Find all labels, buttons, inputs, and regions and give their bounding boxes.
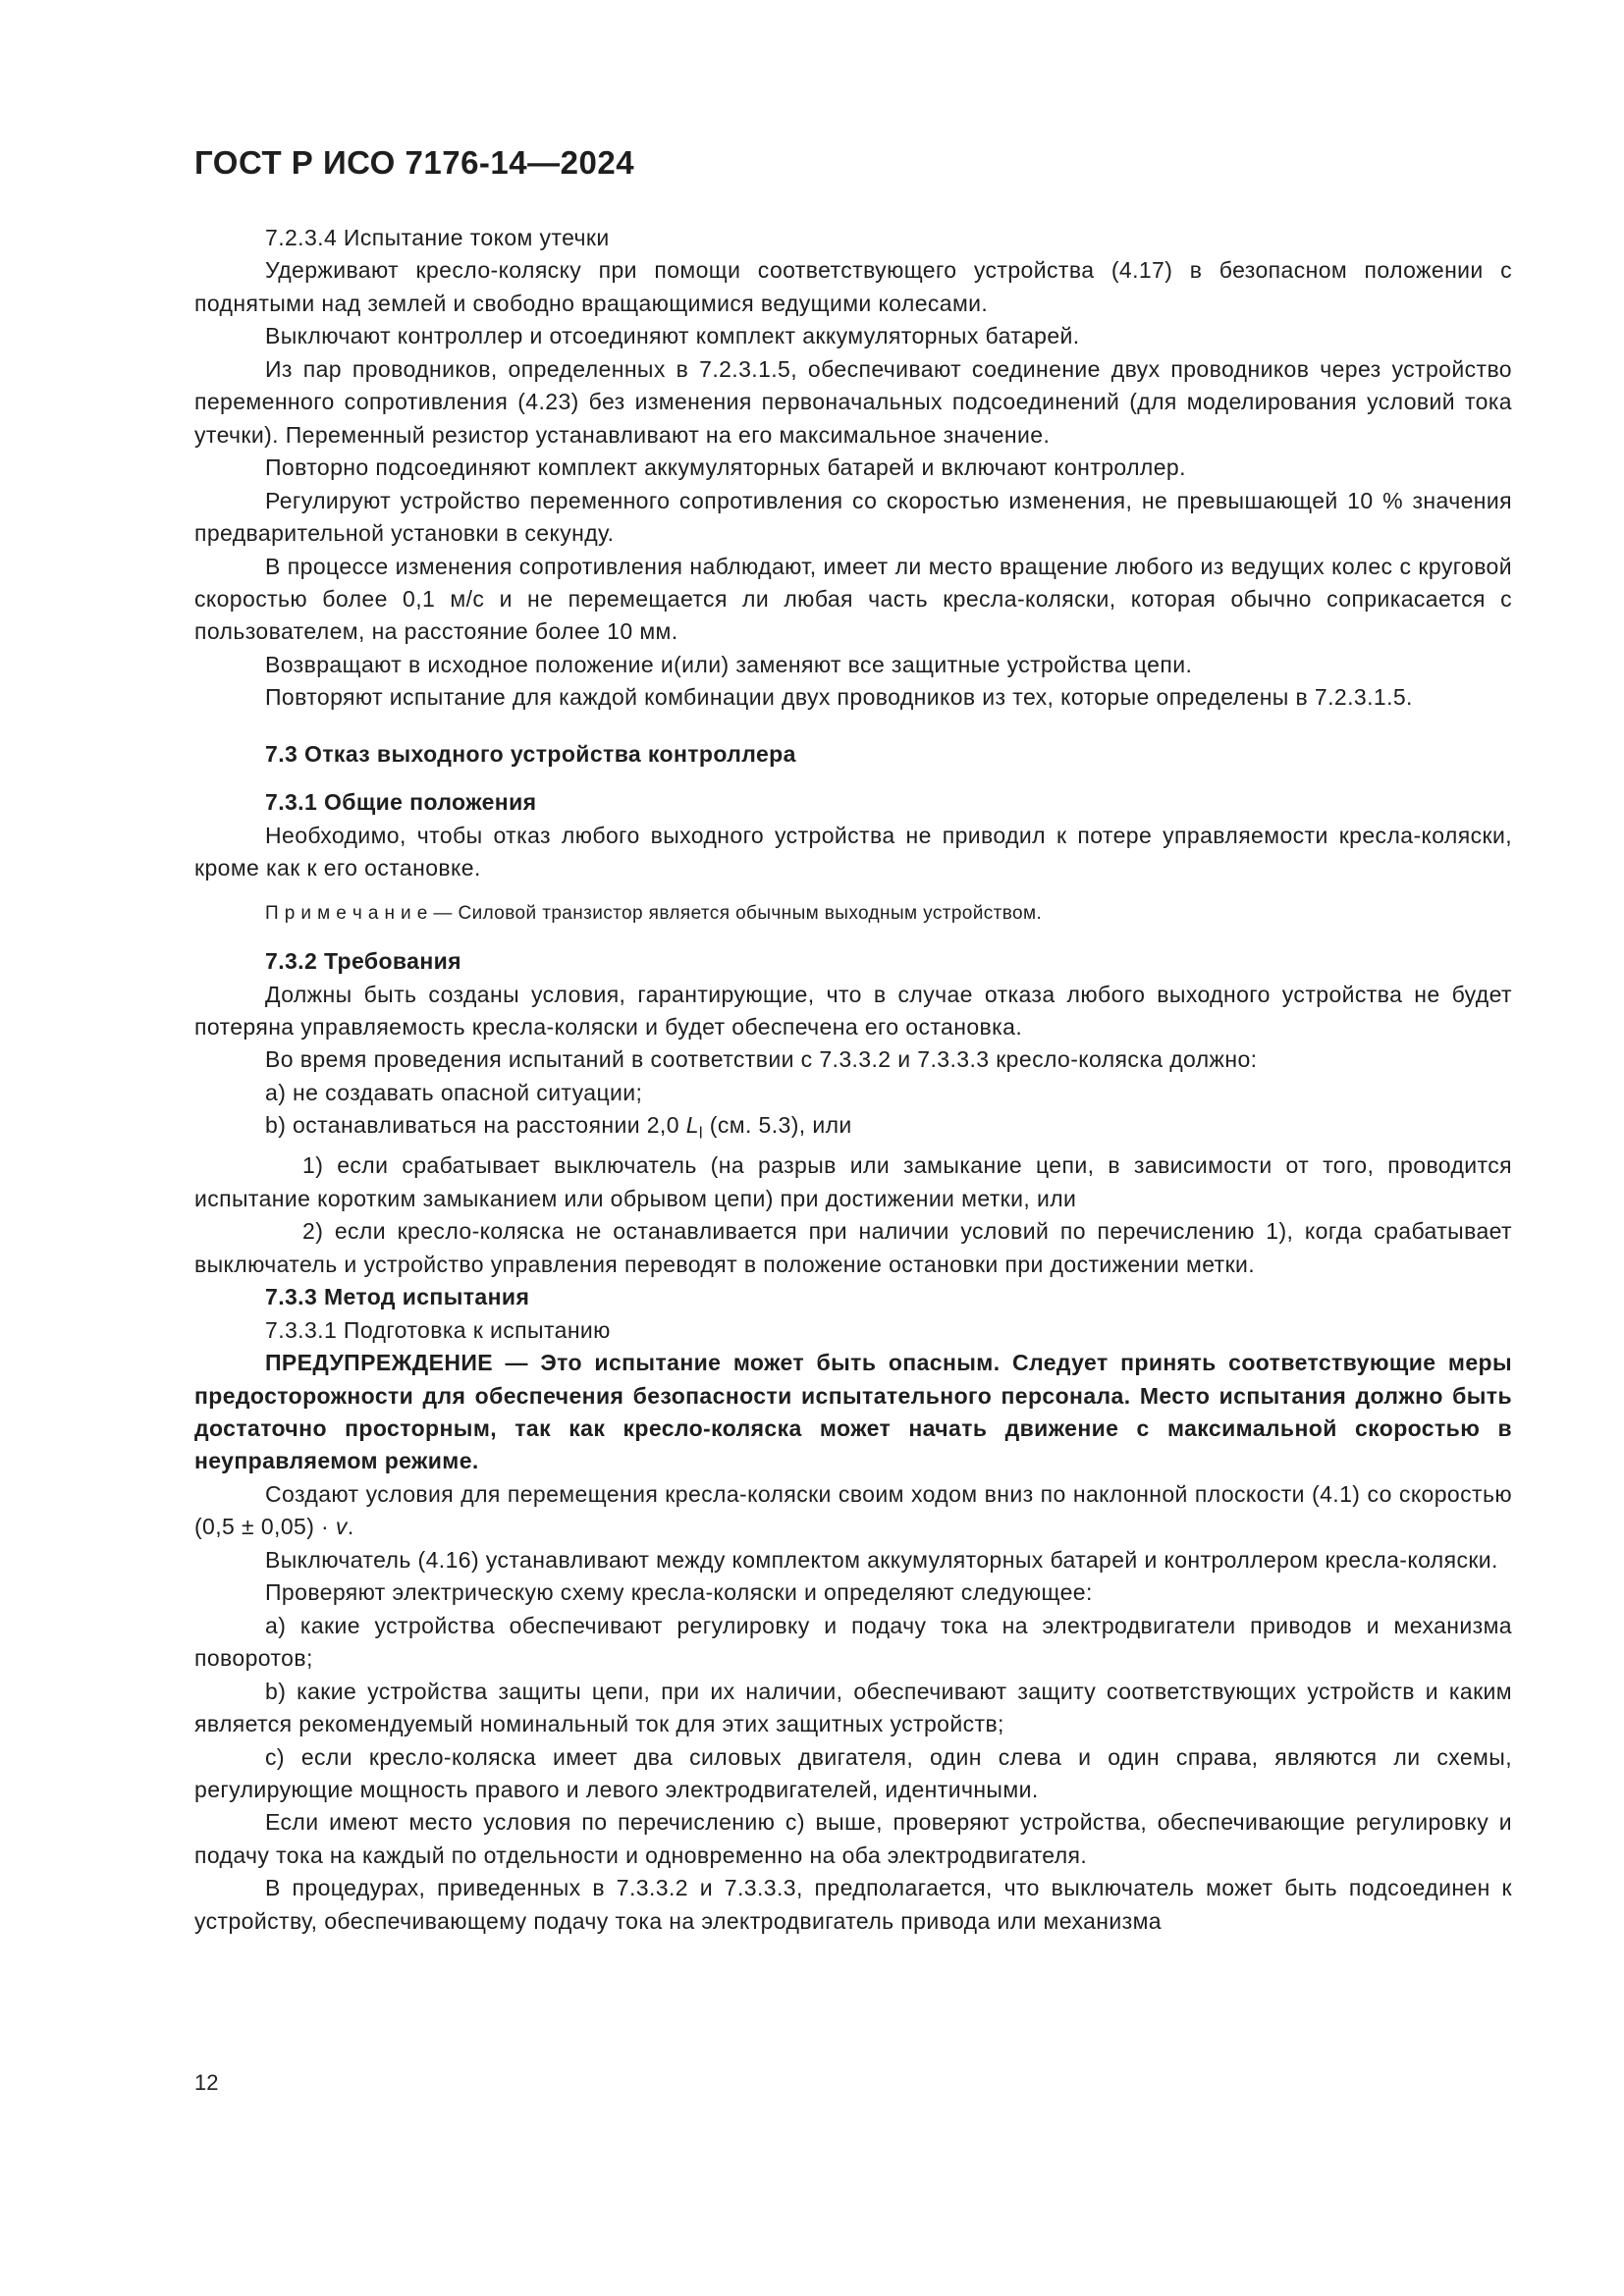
- paragraph: Во время проведения испытаний в соответствии с 7.3.3.2 и 7.3.3.3 кресло-коляска должно:: [265, 1046, 1258, 1073]
- paragraph: Выключают контроллер и отсоединяют комплект аккумуляторных батарей.: [265, 323, 1080, 349]
- paragraph: Проверяют электрическую схему кресла-коляски и определяют следующее:: [265, 1579, 1093, 1606]
- paragraph: Из пар проводников, определенных в 7.2.3.1.5, обеспечивают соединение двух проводников через устройство переменного сопротивления (4.23) без изменения первоначальных подсоединений (для моделирования условий тока утечки). Переменный резистор устанавливают на его максимальное значение.: [194, 355, 1512, 448]
- list-item-a: a) не создавать опасной ситуации;: [265, 1079, 643, 1105]
- clause-heading-7-2-3-4: 7.2.3.4 Испытание током утечки: [265, 225, 610, 250]
- list-item-c: c) если кресло-коляска имеет два силовых двигателя, один слева и один справа, являются ли схемы, регулирующие мощность правого и левого электродвигателей, идентичными.: [194, 1743, 1512, 1802]
- paragraph: Возвращают в исходное положение и(или) заменяют все защитные устройства цепи.: [265, 651, 1193, 677]
- document-body: [194, 222, 1512, 1938]
- sub-list-item-2: 2) если кресло-коляска не останавливается при наличии условий по перечислению 1), когда срабатывает выключатель и устройство управления переводят в положение остановки при достижении метки.: [194, 1218, 1512, 1277]
- paragraph: Если имеют место условия по перечислению c) выше, проверяют устройства, обеспечивающие регулировку и подачу тока на каждый по отдельности и одновременно на оба электродвигателя.: [194, 1809, 1512, 1868]
- list-item-a: a) какие устройства обеспечивают регулировку и подачу тока на электродвигатели приводов и механизма поворотов;: [194, 1612, 1512, 1672]
- page-number: 12: [194, 2070, 219, 2095]
- paragraph: Должны быть созданы условия, гарантирующие, что в случае отказа любого выходного устройства не будет потеряна управляемость кресла-коляски и будет обеспечена его остановка.: [194, 981, 1512, 1040]
- warning-paragraph: ПРЕДУПРЕЖДЕНИЕ — Это испытание может быть опасным. Следует принять соответствующие меры предосторожности для обеспечения безопасности испытательного персонала. Место испытания должно быть достаточно просторным, так как кресло-коляска может начать движение с максимальной скоростью в неуправляемом режиме.: [194, 1350, 1512, 1474]
- paragraph: Повторно подсоединяют комплект аккумуляторных батарей и включают контроллер.: [265, 454, 1186, 481]
- paragraph: Выключатель (4.16) устанавливают между комплектом аккумуляторных батарей и контроллером кресла-коляски.: [265, 1546, 1498, 1573]
- subsection-heading-7-3-1: 7.3.1 Общие положения: [265, 789, 537, 816]
- paragraph: Повторяют испытание для каждой комбинации двух проводников из тех, которые определены в 7.2.3.1.5.: [265, 684, 1413, 711]
- note: П р и м е ч а н и е — Силовой транзистор является обычным выходным устройством.: [265, 902, 1043, 924]
- list-item-b: b) какие устройства защиты цепи, при их наличии, обеспечивают защиту соответствующих устройств и каким является рекомендуемый номинальный ток для этих защитных устройств;: [194, 1678, 1512, 1737]
- paragraph: В процедурах, приведенных в 7.3.3.2 и 7.3.3.3, предполагается, что выключатель может быть подсоединен к устройству, обеспечивающему подачу тока на электродвигатель привода или механизма: [194, 1875, 1512, 1934]
- section-heading-7-3: 7.3 Отказ выходного устройства контроллера: [265, 740, 796, 767]
- list-item-b: b) останавливаться на расстоянии 2,0 $L_l$ (см. 5.3), или: [265, 1112, 852, 1143]
- paragraph: Удерживают кресло-коляску при помощи соответствующего устройства (4.17) в безопасном положении с поднятыми над землей и свободно вращающимися ведущими колесами.: [194, 257, 1512, 316]
- subsection-heading-7-3-3: 7.3.3 Метод испытания: [265, 1284, 530, 1310]
- sub-list-item-1: 1) если срабатывает выключатель (на разрыв или замыкание цепи, в зависимости от того, проводится испытание коротким замыканием или обрывом цепи) при достижении метки, или: [194, 1152, 1512, 1211]
- clause-heading-7-3-3-1: 7.3.3.1 Подготовка к испытанию: [265, 1316, 611, 1343]
- paragraph: Необходимо, чтобы отказ любого выходного устройства не приводил к потере управляемости кресла-коляски, кроме как к его остановке.: [194, 822, 1512, 881]
- paragraph: Создают условия для перемещения кресла-коляски своим ходом вниз по наклонной плоскости (4.1) со скоростью (0,5 ± 0,05) · v.: [194, 1480, 1512, 1540]
- paragraph: В процессе изменения сопротивления наблюдают, имеет ли место вращение любого из ведущих колес с круговой скоростью более 0,1 м/с и не перемещается ли любая часть кресла-коляски, которая обычно соприкасается с пользователем, на расстояние более 10 мм.: [194, 553, 1512, 645]
- running-header: ГОСТ Р ИСО 7176-14—2024: [194, 144, 635, 181]
- subsection-heading-7-3-2: 7.3.2 Требования: [265, 948, 461, 975]
- paragraph: Регулируют устройство переменного сопротивления со скоростью изменения, не превышающей 10 % значения предварительной установки в секунду.: [194, 487, 1512, 547]
